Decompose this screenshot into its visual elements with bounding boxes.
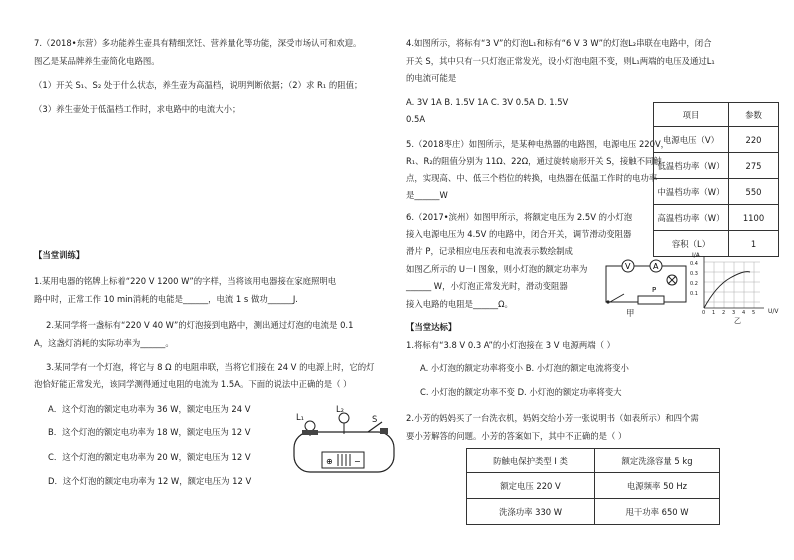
graph-x-tick: 4 — [742, 310, 746, 316]
spec-table — [653, 102, 779, 257]
q5-line-2: R₁、R₂的阻值分别为 11Ω、22Ω，通过旋转扇形开关 S，接触不同触 — [406, 156, 662, 166]
washer-cell: 防触电保护类型 I 类 — [467, 449, 595, 473]
q6-line-2: 接入电源电压为 4.5V 的电路中，闭合开关，调节滑动变阻器 — [406, 229, 632, 239]
q5-line-1: 5.（2018枣庄）如图所示，是某种电热器的电路图，电源电压 220V， — [406, 139, 670, 149]
spec-header-item: 项目 — [654, 103, 729, 127]
q4-options: A. 3V 1A B. 1.5V 1A C. 3V 0.5A D. 1.5V — [406, 97, 569, 107]
q7-line-4: （3）养生壶处于低温档工作时，求电路中的电流大小； — [34, 104, 241, 114]
q7-line-1: 7.（2018•东营）多功能养生壶具有精细烹饪、营养量化等功能，深受市场认可和欢迎。 — [34, 38, 362, 48]
q6-line-3: 滑片 P，记录相应电压表和电流表示数绘制成 — [406, 246, 573, 256]
svg-text:P: P — [652, 286, 657, 294]
graph-x-tick: 3 — [732, 310, 736, 316]
q6-line-4: 如图乙所示的 U－I 图象，则小灯泡的额定功率为 — [406, 264, 588, 274]
t3-option-d: D．这个灯泡的额定电功率为 12 W，额定电压为 12 V — [48, 476, 252, 486]
q4-line-3: 的电流可能是 — [406, 73, 457, 83]
washer-cell: 电源频率 50 Hz — [595, 473, 720, 499]
g2-line-2: 要小芳解答的问题。小芳的答案如下，其中不正确的是（ ） — [406, 431, 627, 441]
t1-line-1: 1.某用电器的铭牌上标着“220 V 1200 W”的字样，当将该用电器接在家庭照明电 — [34, 276, 337, 286]
g2-line-1: 2.小芳的妈妈买了一台洗衣机，妈妈交给小芳一张说明书（如表所示）和四个需 — [406, 413, 699, 423]
q5-line-3: 点，实现高、中、低三个档位的转换，电热器在低温工作时的电功率 — [406, 173, 658, 183]
spec-row-label: 低温档功率（W） — [654, 153, 729, 179]
graph-x-label: U/V — [768, 308, 779, 315]
spec-row-value: 550 — [729, 179, 779, 205]
q5-line-4: 是______W — [406, 190, 448, 200]
circuit-label-s: S — [372, 414, 378, 424]
q7-line-3: （1）开关 S₁、S₂ 处于什么状态，养生壶为高温档，说明判断依据；（2）求 R₁ 的阻值； — [34, 80, 363, 90]
q4-line-1: 4.如图所示，将标有“3 V”的灯泡L₁和标有“6 V 3 W”的灯泡L₂串联在电路中，闭合 — [406, 38, 712, 48]
q6-line-5: ______ W，小灯泡正常发光时，滑动变阻器 — [406, 281, 568, 291]
fig-jia-label: 甲 — [626, 308, 635, 318]
spec-row-value: 1100 — [729, 205, 779, 231]
washer-cell: 洗涤功率 330 W — [467, 499, 595, 525]
g1-option-cd: C. 小灯泡的额定功率不变 D. 小灯泡的额定功率将变大 — [420, 387, 622, 397]
class-goal-header: 【当堂达标】 — [406, 322, 457, 332]
t1-line-2: 路中时，正常工作 10 min消耗的电能是______，电流 1 s 做功______J. — [34, 294, 298, 304]
t2-line-1: 2.某同学将一盏标有“220 V 40 W”的灯泡接到电路中，测出通过灯泡的电流是 0.1 — [46, 320, 354, 330]
spec-row-value: 275 — [729, 153, 779, 179]
t3-line-1: 3.某同学有一个灯泡，将它与 8 Ω 的电阻串联，当将它们接在 24 V 的电源上时，它的灯 — [46, 362, 375, 372]
graph-sub-label: 乙 — [734, 317, 741, 325]
graph-y-tick: 0.3 — [690, 271, 698, 277]
graph-x-tick: 2 — [722, 310, 726, 316]
graph-x-tick: 5 — [752, 310, 756, 316]
svg-text:A: A — [653, 262, 659, 271]
graph-x-tick: 1 — [712, 310, 716, 316]
washer-cell: 额定洗涤容量 5 kg — [595, 449, 720, 473]
t3-option-b: B．这个灯泡的额定电功率为 18 W，额定电压为 12 V — [48, 427, 251, 437]
washer-cell: 额定电压 220 V — [467, 473, 595, 499]
t3-option-c: C．这个灯泡的额定电功率为 20 W，额定电压为 12 V — [48, 452, 251, 462]
graph-y-tick: 0.4 — [690, 261, 698, 267]
spec-row-label: 容积（L） — [654, 231, 729, 257]
spec-row-label: 中温档功率（W） — [654, 179, 729, 205]
spec-row-value: 1 — [729, 231, 779, 257]
class-training-header: 【当堂训练】 — [34, 250, 85, 260]
washer-table — [466, 448, 720, 525]
graph-y-tick: 0.1 — [690, 291, 698, 297]
g1-option-ab: A. 小灯泡的额定功率将变小 B. 小灯泡的额定电流将变小 — [420, 363, 629, 373]
spec-row-label: 高温档功率（W） — [654, 205, 729, 231]
t2-line-2: A，这盏灯消耗的实际功率为______。 — [34, 338, 174, 348]
spec-row-value: 220 — [729, 127, 779, 153]
circuit-label-l1: L₁ — [296, 412, 305, 422]
g1-line: 1.将标有“3.8 V 0.3 A”的小灯泡接在 3 V 电源两端（ ） — [406, 340, 616, 350]
t3-line-2: 泡恰好能正常发光，该同学测得通过电阻的电流为 1.5A。下面的说法中正确的是（ ） — [34, 379, 352, 389]
spec-header-value: 参数 — [729, 103, 779, 127]
washer-cell: 甩干功率 650 W — [595, 499, 720, 525]
t3-option-a: A．这个灯泡的额定电功率为 36 W，额定电压为 24 V — [48, 404, 251, 414]
graph-x-tick: 0 — [702, 310, 706, 316]
svg-text:⊕: ⊕ — [326, 457, 333, 466]
graph-y-label: I/A — [692, 252, 700, 259]
spec-row-label: 电源电压（V） — [654, 127, 729, 153]
q4-line-2: 开关 S，其中只有一只灯泡正常发光，设小灯泡电阻不变，则L₁两端的电压及通过L₁ — [406, 56, 715, 66]
q6-line-1: 6.（2017•滨州）如图甲所示，将额定电压为 2.5V 的小灯泡 — [406, 212, 633, 222]
q7-line-2: 图乙是某品牌养生壶简化电路图。 — [34, 56, 160, 66]
graph-y-tick: 0.2 — [690, 281, 698, 287]
q6-circuit-figure — [598, 258, 694, 308]
q6-line-6: 接入电路的电阻是______Ω。 — [406, 299, 513, 309]
q4-options-cont: 0.5A — [406, 114, 426, 124]
svg-text:−: − — [354, 457, 361, 466]
circuit-label-l2: L₂ — [336, 404, 345, 414]
svg-text:V: V — [625, 262, 631, 271]
